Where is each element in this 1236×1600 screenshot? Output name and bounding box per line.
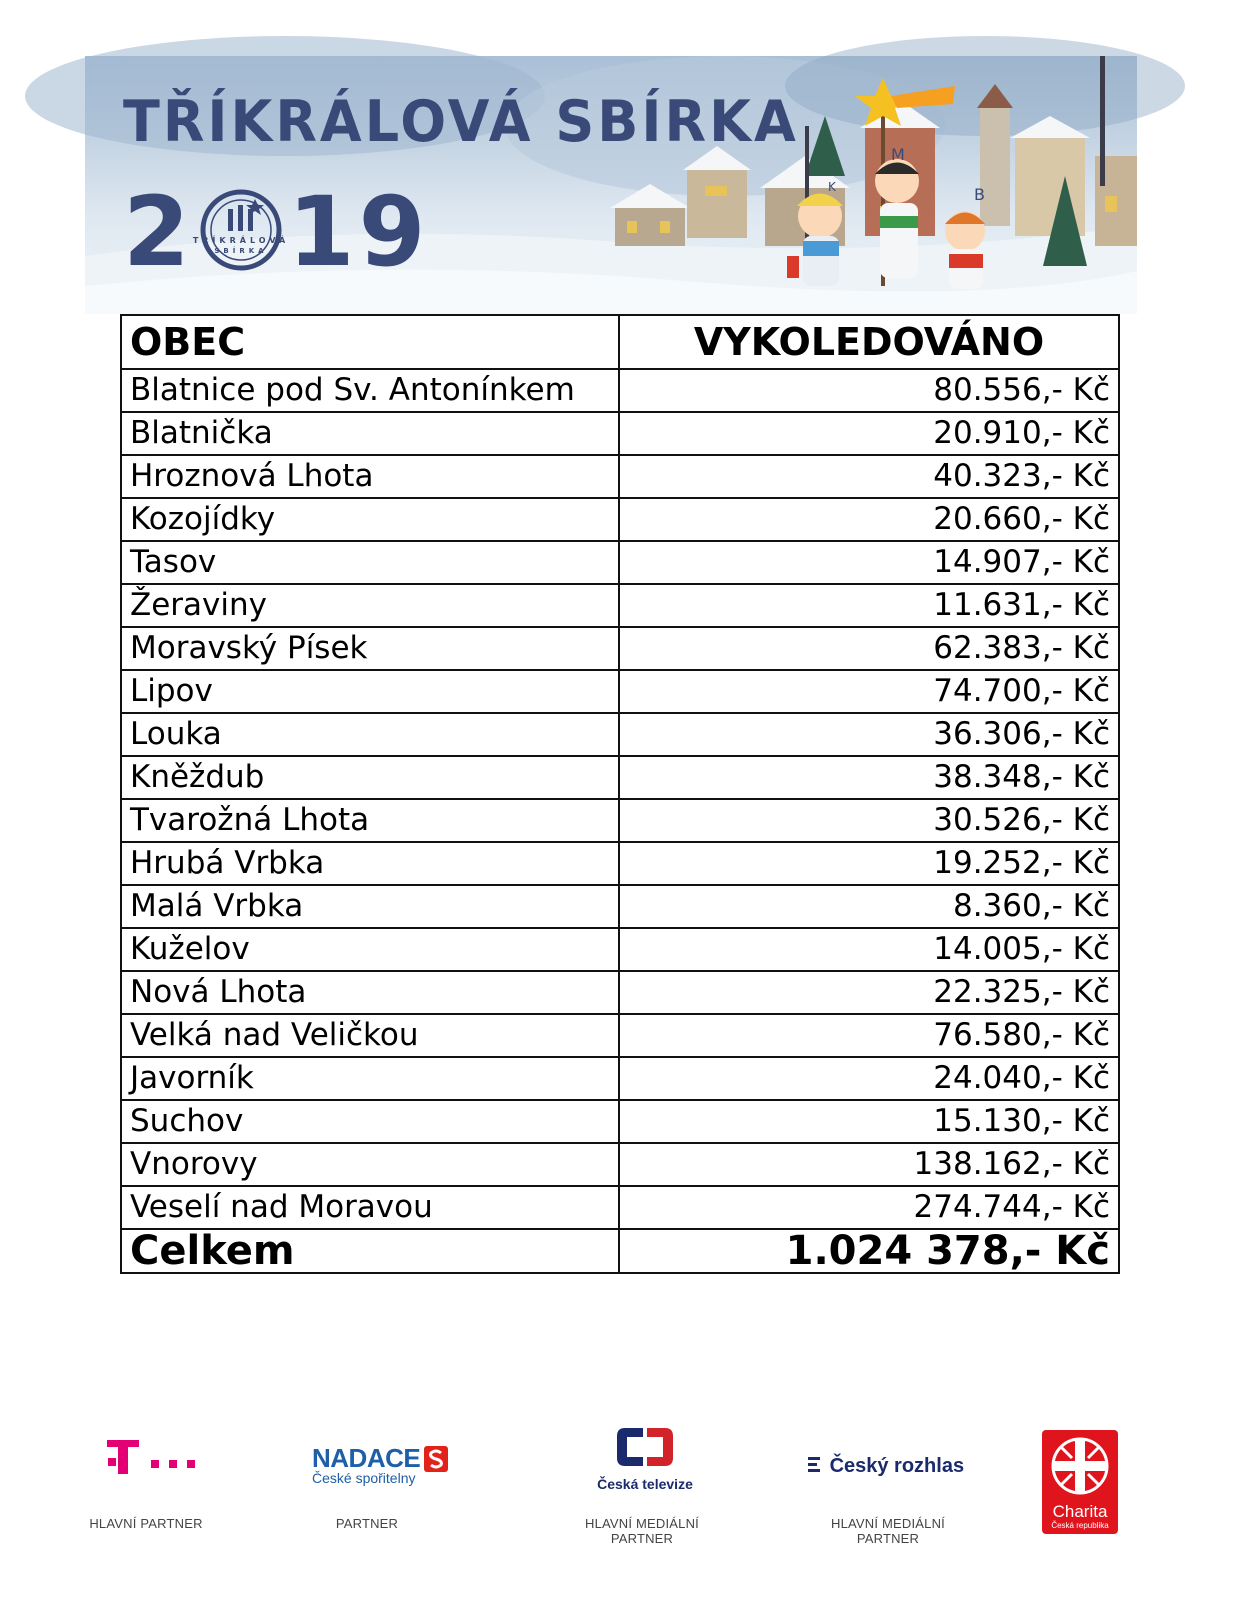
header-banner: [85, 56, 1137, 314]
cell-amount: 8.360,- Kč: [619, 885, 1119, 928]
cell-amount: 274.744,- Kč: [619, 1186, 1119, 1229]
cell-amount: 19.252,- Kč: [619, 842, 1119, 885]
cr-name: Český rozhlas: [829, 1455, 965, 1477]
year-first-digit: 2: [123, 176, 194, 288]
partner-role: HLAVNÍ MEDIÁLNÍ PARTNER: [584, 1516, 699, 1546]
cell-amount: 40.323,- Kč: [619, 455, 1119, 498]
charita-name: Charita: [1052, 1502, 1108, 1521]
cell-amount: 24.040,- Kč: [619, 1057, 1119, 1100]
sporitelna-s-icon: [424, 1446, 448, 1472]
total-row: [121, 1229, 1119, 1273]
cell-amount: 80.556,- Kč: [619, 369, 1119, 412]
cesky-rozhlas-logo: [808, 1455, 964, 1478]
cell-amount: 22.325,- Kč: [619, 971, 1119, 1014]
table-row: [121, 1057, 1119, 1100]
cell-obec: Žeraviny: [121, 584, 619, 627]
cell-obec: Louka: [121, 713, 619, 756]
cell-obec: Vnorovy: [121, 1143, 619, 1186]
table-row: [121, 799, 1119, 842]
total-label: Celkem: [121, 1229, 619, 1273]
cell-obec: Tasov: [121, 541, 619, 584]
partner-cesky-rozhlas: [798, 1516, 978, 1546]
cell-obec: Blatnička: [121, 412, 619, 455]
partner-telekom: [86, 1516, 206, 1531]
table-row: [121, 842, 1119, 885]
cell-obec: Blatnice pod Sv. Antonínkem: [121, 369, 619, 412]
cell-obec: Velká nad Veličkou: [121, 1014, 619, 1057]
partner-role: PARTNER: [335, 1516, 399, 1531]
cell-amount: 14.907,- Kč: [619, 541, 1119, 584]
table-row: [121, 713, 1119, 756]
cell-obec: Kněždub: [121, 756, 619, 799]
partner-role: HLAVNÍ MEDIÁLNÍ PARTNER: [830, 1516, 945, 1546]
cell-obec: Kozojídky: [121, 498, 619, 541]
partner-ceska-televize: [552, 1516, 732, 1546]
cell-obec: Javorník: [121, 1057, 619, 1100]
table-row: [121, 756, 1119, 799]
header-obec: OBEC: [121, 315, 619, 369]
cell-amount: 20.660,- Kč: [619, 498, 1119, 541]
cell-amount: 14.005,- Kč: [619, 928, 1119, 971]
cell-amount: 11.631,- Kč: [619, 584, 1119, 627]
table-body: [121, 369, 1119, 1273]
crown-letter-m: M: [891, 145, 905, 164]
cell-obec: Nová Lhota: [121, 971, 619, 1014]
cell-amount: 74.700,- Kč: [619, 670, 1119, 713]
table-row: [121, 1143, 1119, 1186]
table-row: [121, 885, 1119, 928]
ct-name: Česká televize: [597, 1476, 693, 1492]
seal-text-line2: SBÍRKA: [214, 247, 268, 255]
nadace-name: NADACE: [312, 1443, 421, 1473]
cell-obec: Veselí nad Moravou: [121, 1186, 619, 1229]
table-row: [121, 1186, 1119, 1229]
ct-symbol-icon: [613, 1424, 677, 1470]
sbirka-seal-icon: [192, 187, 289, 273]
total-amount: 1.024 378,- Kč: [619, 1229, 1119, 1273]
ceska-televize-logo: [585, 1424, 705, 1492]
table-row: [121, 455, 1119, 498]
table-header-row: [121, 315, 1119, 369]
charita-subtitle: Česká republika: [1051, 1521, 1109, 1530]
cell-amount: 36.306,- Kč: [619, 713, 1119, 756]
cell-obec: Hroznová Lhota: [121, 455, 619, 498]
cell-amount: 38.348,- Kč: [619, 756, 1119, 799]
cell-obec: Moravský Písek: [121, 627, 619, 670]
header-amount: VYKOLEDOVÁNO: [619, 315, 1119, 369]
cell-obec: Hrubá Vrbka: [121, 842, 619, 885]
crown-letter-b: B: [974, 185, 985, 204]
table-row: [121, 627, 1119, 670]
charita-logo: [1042, 1430, 1118, 1534]
table-row: [121, 498, 1119, 541]
cell-obec: Kuželov: [121, 928, 619, 971]
banner-year: [123, 176, 429, 288]
banner-title: TŘÍKRÁLOVÁ SBÍRKA: [123, 88, 799, 155]
rozhlas-lines-icon: [808, 1456, 824, 1474]
telekom-logo: [107, 1440, 197, 1490]
table-row: [121, 971, 1119, 1014]
table-row: [121, 1014, 1119, 1057]
cell-obec: Tvarožná Lhota: [121, 799, 619, 842]
cell-amount: 76.580,- Kč: [619, 1014, 1119, 1057]
partner-nadace: [307, 1516, 427, 1531]
cell-amount: 20.910,- Kč: [619, 412, 1119, 455]
cell-amount: 62.383,- Kč: [619, 627, 1119, 670]
nadace-logo: [312, 1443, 448, 1486]
year-last-digits: 19: [287, 176, 430, 288]
table-row: [121, 1100, 1119, 1143]
cell-amount: 15.130,- Kč: [619, 1100, 1119, 1143]
charita-cross-icon: [1042, 1430, 1118, 1502]
nadace-subtitle: České spořitelny: [312, 1470, 416, 1486]
cell-obec: Malá Vrbka: [121, 885, 619, 928]
cell-amount: 30.526,- Kč: [619, 799, 1119, 842]
table-row: [121, 670, 1119, 713]
cell-obec: Lipov: [121, 670, 619, 713]
seal-text-line1: TŘÍKRÁLOVÁ: [192, 236, 289, 245]
table-row: [121, 369, 1119, 412]
cell-amount: 138.162,- Kč: [619, 1143, 1119, 1186]
crown-letter-k: K: [828, 180, 836, 194]
cell-obec: Suchov: [121, 1100, 619, 1143]
partner-role: HLAVNÍ PARTNER: [89, 1516, 203, 1531]
table-row: [121, 584, 1119, 627]
collection-results-table: [120, 314, 1120, 1274]
table-row: [121, 412, 1119, 455]
table-row: [121, 541, 1119, 584]
table-row: [121, 928, 1119, 971]
